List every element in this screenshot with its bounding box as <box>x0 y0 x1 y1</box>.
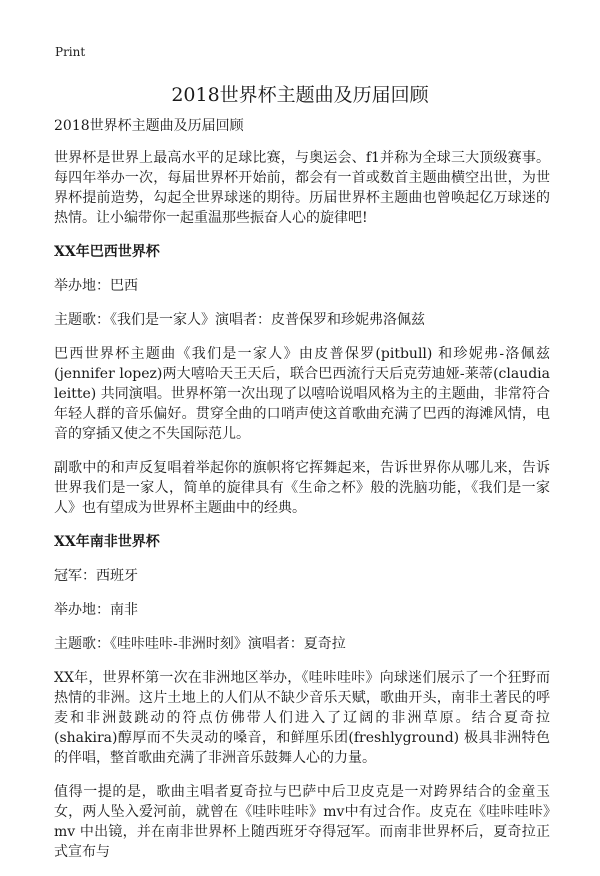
brazil-paragraph-2: 副歌中的和声反复唱着举起你的旗帜将它挥舞起来，告诉世界你从哪儿来，告诉世界我们是一家人，简单的旋律具有《生命之杯》般的洗脑功能，《我们是一家人》也有望成为世界杯主题曲中的经典。 <box>54 460 550 516</box>
intro-paragraph: 世界杯是世界上最高水平的足球比赛，与奥运会、f1并称为全球三大顶级赛事。每四年举办一次，每届世界杯开始前，都会有一首或数首主题曲横空出世，为世界杯提前造势，勾起全世界球迷的期待。历届世界杯主题曲也曾唤起亿万球迷的热情。让小编带你一起重温那些振奋人心的旋律吧! <box>54 150 550 226</box>
south-africa-champion-line: 冠军：西班牙 <box>54 568 138 584</box>
brazil-paragraph-1: 巴西世界杯主题曲《我们是一家人》由皮普保罗(pitbull) 和珍妮弗-洛佩兹(jennifer lopez)两大嘻哈天王天后，联合巴西流行天后克劳迪娅-莱蒂(claudia leitte) 共同演唱。世界杯第一次出现了以嘻哈说唱风格为主的主题曲，非常符合年轻人群的音乐偏好。贯穿全曲的口哨声使这首歌曲充满了巴西的海滩风情，电音的穿插又使之不失国际范儿。 <box>54 346 550 442</box>
section-heading-brazil: XX年巴西世界杯 <box>54 244 160 260</box>
brazil-song-line: 主题歌：《我们是一家人》演唱者：皮普保罗和珍妮弗洛佩兹 <box>54 312 425 328</box>
brazil-host-line: 举办地：巴西 <box>54 278 138 294</box>
document-body <box>54 116 550 876</box>
document-title: 2018世界杯主题曲及历届回顾 <box>171 84 429 106</box>
south-africa-paragraph-1: XX年，世界杯第一次在非洲地区举办，《哇咔哇咔》向球迷们展示了一个狂野而热情的非洲。这片土地上的人们从不缺少音乐天赋，歌曲开头，南非土著民的呼麦和非洲鼓跳动的符点仿佛带人们进入了辽阔的非洲草原。结合夏奇拉(shakira)醇厚而不失灵动的嗓音，和鲜厘乐团(freshlyground) 极具非洲特色的伴唱，整首歌曲充满了非洲音乐鼓舞人心的力量。 <box>54 670 550 766</box>
print-link[interactable]: Print <box>55 45 86 59</box>
south-africa-host-line: 举办地：南非 <box>54 602 138 618</box>
south-africa-song-line: 主题歌：《哇咔哇咔-非洲时刻》演唱者：夏奇拉 <box>54 636 346 652</box>
section-heading-south-africa: XX年南非世界杯 <box>54 534 160 550</box>
document-subtitle: 2018世界杯主题曲及历届回顾 <box>54 118 244 134</box>
south-africa-paragraph-2: 值得一提的是，歌曲主唱者夏奇拉与巴萨中后卫皮克是一对跨界结合的金童玉女，两人坠入爱河前，就曾在《哇咔哇咔》mv中有过合作。皮克在《哇咔哇咔》mv 中出镜，并在南非世界杯上随西班牙夺得冠军。而南非世界杯后，夏奇拉正式宣布与 <box>54 784 550 860</box>
